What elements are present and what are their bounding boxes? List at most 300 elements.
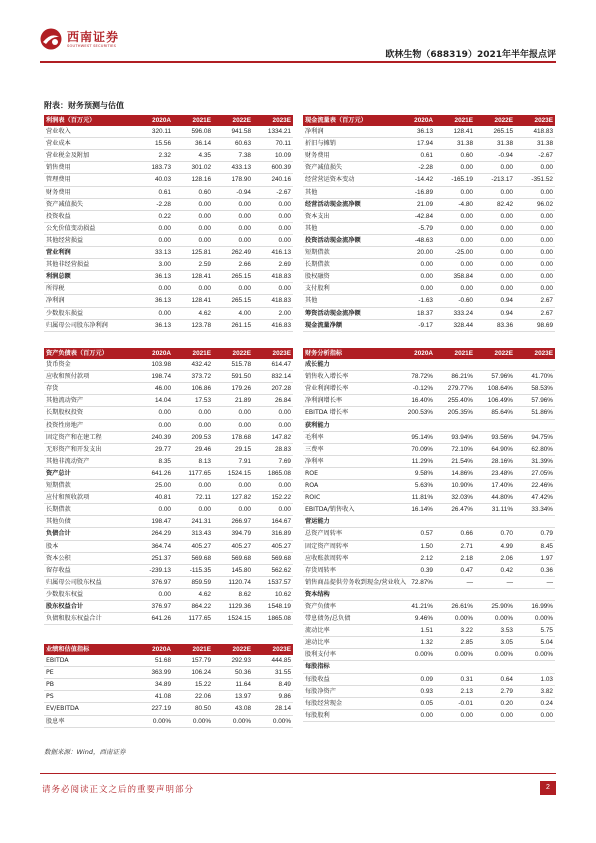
row-value: 21.09 <box>395 198 435 210</box>
table-row <box>44 126 293 138</box>
row-value: -4.80 <box>435 198 475 210</box>
row-value: 25.00 <box>133 480 173 492</box>
row-value: 31.55 <box>253 667 293 679</box>
row-value: 0.00 <box>515 709 555 721</box>
table-row <box>44 307 293 319</box>
balance-sheet-table <box>44 348 293 625</box>
row-value: 31.38 <box>515 138 555 150</box>
row-label: 筹资活动现金流净额 <box>303 307 395 319</box>
row-label: 流动比率 <box>303 625 395 637</box>
table-row <box>44 419 293 431</box>
row-value: 2.69 <box>253 259 293 271</box>
row-value: 0.39 <box>395 564 435 576</box>
row-value: -239.13 <box>133 564 173 576</box>
row-value: 0.00 <box>253 504 293 516</box>
row-label: 其他非经营损益 <box>44 259 133 271</box>
row-value <box>395 359 435 371</box>
row-value: 3.22 <box>435 625 475 637</box>
row-value: 31.38 <box>435 138 475 150</box>
brand-logo <box>40 28 119 50</box>
row-value: 128.41 <box>173 271 213 283</box>
row-label: 资产减值损失 <box>44 198 133 210</box>
row-value: 26.84 <box>253 395 293 407</box>
table-row <box>303 247 555 259</box>
table-row <box>303 307 555 319</box>
row-value: 241.31 <box>173 516 213 528</box>
row-value: 10.90% <box>435 480 475 492</box>
row-value: 5.04 <box>515 637 555 649</box>
row-value: 106.86 <box>173 383 213 395</box>
row-value: 0.00 <box>435 234 475 246</box>
row-value: 209.53 <box>173 431 213 443</box>
row-value: 9.58% <box>395 467 435 479</box>
row-value <box>435 359 475 371</box>
row-value: 0.64 <box>475 673 515 685</box>
row-value: 2.85 <box>435 637 475 649</box>
table-row <box>44 564 293 576</box>
row-value: 0.00 <box>133 588 173 600</box>
row-value: 1537.57 <box>253 576 293 588</box>
row-value: 405.27 <box>213 540 253 552</box>
row-label: 投资性房地产 <box>44 419 133 431</box>
table-row <box>303 295 555 307</box>
table-row <box>303 126 555 138</box>
row-value: 164.67 <box>253 516 293 528</box>
row-value: 1524.15 <box>213 467 253 479</box>
row-label: 每股股利 <box>303 709 395 721</box>
row-value: 2.12 <box>395 552 435 564</box>
row-label: 长期借款 <box>44 504 133 516</box>
table-row <box>303 600 555 612</box>
row-value: -2.67 <box>515 150 555 162</box>
row-label: 成长能力 <box>303 359 395 371</box>
table-row <box>44 600 293 612</box>
row-value: 31.11% <box>475 504 515 516</box>
row-value: -0.94 <box>475 150 515 162</box>
row-label: 其他 <box>303 186 395 198</box>
table-row <box>44 198 293 210</box>
row-value: 2.06 <box>475 552 515 564</box>
row-value: 16.14% <box>395 504 435 516</box>
row-value: 4.35 <box>173 150 213 162</box>
logo-name-en: SOUTHWEST SECURITIES <box>67 43 117 48</box>
table-row <box>44 516 293 528</box>
row-value <box>395 516 435 528</box>
table-row <box>44 174 293 186</box>
row-value: 416.83 <box>253 319 293 331</box>
row-value: 0.00 <box>475 283 515 295</box>
row-value: 0.00 <box>253 419 293 431</box>
table-row <box>303 455 555 467</box>
row-label: 无形资产和开发支出 <box>44 443 133 455</box>
row-label: 少数股东损益 <box>44 307 133 319</box>
row-value: 27.05% <box>515 467 555 479</box>
table-row <box>44 431 293 443</box>
row-value <box>475 661 515 673</box>
row-value: 600.39 <box>253 162 293 174</box>
row-value: 80.50 <box>173 703 213 715</box>
row-value: 2.66 <box>213 259 253 271</box>
row-value: 0.00 <box>435 210 475 222</box>
table-row <box>44 655 293 667</box>
row-value: 0.09 <box>395 673 435 685</box>
year-header: 2020A <box>133 644 173 655</box>
row-value: 2.13 <box>435 685 475 697</box>
row-value: 29.15 <box>213 443 253 455</box>
row-value: 0.00 <box>213 222 253 234</box>
row-value: 4.62 <box>173 588 213 600</box>
table-row <box>303 419 555 431</box>
row-value: 23.48% <box>475 467 515 479</box>
row-value: 376.97 <box>133 576 173 588</box>
row-value: 9.46% <box>395 613 435 625</box>
row-value: 641.26 <box>133 613 173 625</box>
row-value: -5.79 <box>395 222 435 234</box>
row-value: 591.50 <box>213 371 253 383</box>
row-value: 0.00 <box>213 407 253 419</box>
row-value: 70.11 <box>253 138 293 150</box>
table-row <box>44 283 293 295</box>
row-value: 0.00 <box>395 259 435 271</box>
row-value: 183.73 <box>133 162 173 174</box>
table-row <box>44 234 293 246</box>
row-label: 股利支付率 <box>303 649 395 661</box>
row-value: 1177.65 <box>173 613 213 625</box>
row-label: ROA <box>303 480 395 492</box>
row-label: 经营营运资本变动 <box>303 174 395 186</box>
year-header: 2022E <box>475 348 515 359</box>
row-value: 178.68 <box>213 431 253 443</box>
row-label: 毛利率 <box>303 431 395 443</box>
row-value: 72.87% <box>395 576 435 588</box>
row-value <box>395 661 435 673</box>
table-row <box>44 247 293 259</box>
table-title: 资产负债表（百万元） <box>44 348 133 359</box>
row-value: 0.00 <box>213 210 253 222</box>
row-label: 营业成本 <box>44 138 133 150</box>
row-value: 265.15 <box>213 295 253 307</box>
row-label: 销售收入增长率 <box>303 371 395 383</box>
row-label: 带息债务/总负债 <box>303 613 395 625</box>
row-value <box>475 516 515 528</box>
row-value: 0.00% <box>435 649 475 661</box>
row-value: 33.34% <box>515 504 555 516</box>
row-value: 43.08 <box>213 703 253 715</box>
row-value: 0.47 <box>435 564 475 576</box>
row-value: 0.00 <box>395 271 435 283</box>
row-value: 62.80% <box>515 443 555 455</box>
row-value: 51.68 <box>133 655 173 667</box>
row-value: 82.42 <box>475 198 515 210</box>
table-header-row <box>44 644 293 655</box>
row-value: 0.00 <box>213 419 253 431</box>
row-label: 财务费用 <box>44 186 133 198</box>
row-value: 4.99 <box>475 540 515 552</box>
row-value: 240.16 <box>253 174 293 186</box>
row-value: 26.47% <box>435 504 475 516</box>
table-header-row <box>44 115 293 126</box>
header-divider <box>40 61 556 63</box>
row-value: 1120.74 <box>213 576 253 588</box>
row-value: 0.36 <box>515 564 555 576</box>
row-value: 0.00% <box>435 613 475 625</box>
year-header: 2022E <box>475 115 515 126</box>
row-value: 333.24 <box>435 307 475 319</box>
year-header: 2020A <box>395 115 435 126</box>
row-value: 0.00 <box>253 480 293 492</box>
logo-text <box>67 31 119 48</box>
row-value: 0.00 <box>173 234 213 246</box>
row-label: 其他流动资产 <box>44 395 133 407</box>
row-value: 0.70 <box>475 528 515 540</box>
row-value: 418.83 <box>253 295 293 307</box>
row-value: 33.13 <box>133 247 173 259</box>
row-value: 0.00 <box>253 283 293 295</box>
row-label: 存货周转率 <box>303 564 395 576</box>
row-value: 5.63% <box>395 480 435 492</box>
table-header-row <box>44 348 293 359</box>
row-value <box>475 359 515 371</box>
row-value: 1.51 <box>395 625 435 637</box>
row-value: 0.00 <box>173 419 213 431</box>
footer-disclaimer: 请务必阅读正文之后的重要声明部分 <box>42 785 195 795</box>
row-value: 416.13 <box>253 247 293 259</box>
row-value: 13.97 <box>213 691 253 703</box>
row-label: 股息率 <box>44 715 133 727</box>
row-value: 83.36 <box>475 319 515 331</box>
table-row <box>44 528 293 540</box>
year-header: 2021E <box>435 115 475 126</box>
row-value: 227.19 <box>133 703 173 715</box>
row-value <box>515 359 555 371</box>
row-value: -165.19 <box>435 174 475 186</box>
row-value: 515.78 <box>213 359 253 371</box>
table-row <box>44 138 293 150</box>
row-value: 1177.65 <box>173 467 213 479</box>
row-label: 销售商品提供劳务收到现金/营业收入 <box>303 576 395 588</box>
row-value: -25.00 <box>435 247 475 259</box>
row-value: 2.59 <box>173 259 213 271</box>
row-value: 21.89 <box>213 395 253 407</box>
report-title: 欧林生物（688319）2021年半年报点评 <box>385 50 556 60</box>
row-value: 265.15 <box>475 126 515 138</box>
table-row <box>44 455 293 467</box>
row-value <box>395 419 435 431</box>
row-value: 0.00 <box>475 247 515 259</box>
row-value: 16.99% <box>515 600 555 612</box>
row-value: 17.53 <box>173 395 213 407</box>
row-value: 0.00 <box>515 210 555 222</box>
row-label: 固定资产周转率 <box>303 540 395 552</box>
row-value: 0.00 <box>515 162 555 174</box>
row-value: 58.53% <box>515 383 555 395</box>
year-header: 2020A <box>395 348 435 359</box>
row-label: 投资活动现金流净额 <box>303 234 395 246</box>
row-value: 0.00 <box>475 259 515 271</box>
row-value: 145.80 <box>213 564 253 576</box>
row-value: 0.94 <box>475 307 515 319</box>
row-value <box>435 588 475 600</box>
row-value: -2.28 <box>395 162 435 174</box>
row-label: 资本支出 <box>303 210 395 222</box>
row-label: 三费率 <box>303 443 395 455</box>
row-label: 资产负债率 <box>303 600 395 612</box>
row-value: 0.00 <box>475 709 515 721</box>
row-value: 0.00 <box>515 247 555 259</box>
row-value: 641.26 <box>133 467 173 479</box>
row-value: 8.45 <box>515 540 555 552</box>
row-label: 资产减值损失 <box>303 162 395 174</box>
row-label: 货币资金 <box>44 359 133 371</box>
year-header: 2020A <box>133 115 173 126</box>
row-value: 36.13 <box>395 126 435 138</box>
row-value: 0.00% <box>515 613 555 625</box>
swsc-logo-icon <box>40 28 62 50</box>
row-value <box>435 661 475 673</box>
table-row <box>303 407 555 419</box>
row-value: 266.97 <box>213 516 253 528</box>
table-row <box>303 319 555 331</box>
row-value: 394.79 <box>213 528 253 540</box>
row-value: 20.00 <box>395 247 435 259</box>
row-label: 财务费用 <box>303 150 395 162</box>
row-value: 0.00 <box>435 162 475 174</box>
row-value: 1524.15 <box>213 613 253 625</box>
table-row <box>303 174 555 186</box>
row-value: 0.31 <box>435 673 475 685</box>
row-value: 36.13 <box>133 295 173 307</box>
row-value: -42.84 <box>395 210 435 222</box>
row-value: 0.00 <box>515 283 555 295</box>
row-value: 70.09% <box>395 443 435 455</box>
row-value: 31.38 <box>475 138 515 150</box>
row-value: 57.96% <box>475 371 515 383</box>
row-value: 0.00 <box>395 709 435 721</box>
row-value: 0.00 <box>133 307 173 319</box>
row-value: 433.13 <box>213 162 253 174</box>
row-value: 0.00 <box>213 198 253 210</box>
row-value: 36.13 <box>133 271 173 283</box>
row-value: 28.83 <box>253 443 293 455</box>
year-header: 2023E <box>515 115 555 126</box>
row-value: 0.00 <box>133 407 173 419</box>
table-row <box>303 613 555 625</box>
row-label: 营业收入 <box>44 126 133 138</box>
row-value: 859.59 <box>173 576 213 588</box>
row-value: 1865.08 <box>253 613 293 625</box>
row-value: 31.39% <box>515 455 555 467</box>
table-row <box>303 552 555 564</box>
year-header: 2023E <box>253 115 293 126</box>
row-value: 0.00 <box>173 480 213 492</box>
table-row <box>303 516 555 528</box>
row-label: 投资收益 <box>44 210 133 222</box>
row-value: 44.80% <box>475 492 515 504</box>
year-header: 2021E <box>173 644 213 655</box>
row-label: PE <box>44 667 133 679</box>
table-title: 财务分析指标 <box>303 348 395 359</box>
row-label: 应收和预付款项 <box>44 371 133 383</box>
row-value: 1129.36 <box>213 600 253 612</box>
row-value: 108.64% <box>475 383 515 395</box>
table-row <box>44 443 293 455</box>
row-label: ROIC <box>303 492 395 504</box>
year-header: 2021E <box>173 115 213 126</box>
row-value: 0.00 <box>515 259 555 271</box>
row-value: 0.00 <box>475 186 515 198</box>
row-label: 速动比率 <box>303 637 395 649</box>
row-label: 资产总计 <box>44 467 133 479</box>
row-value: 40.03 <box>133 174 173 186</box>
table-row <box>303 162 555 174</box>
data-source-note: 数据来源：Wind，西南证券 <box>44 748 126 756</box>
table-row <box>44 588 293 600</box>
row-label: EV/EBITDA <box>44 703 133 715</box>
row-value: 26.61% <box>435 600 475 612</box>
row-value: 205.35% <box>435 407 475 419</box>
table-row <box>303 210 555 222</box>
row-value: 0.24 <box>515 697 555 709</box>
row-value: 0.00% <box>395 649 435 661</box>
row-value <box>515 516 555 528</box>
page-number: 2 <box>540 781 556 795</box>
year-header: 2022E <box>213 115 253 126</box>
row-value: 41.21% <box>395 600 435 612</box>
row-value: 0.00 <box>173 407 213 419</box>
year-header: 2021E <box>435 348 475 359</box>
row-value: 0.05 <box>395 697 435 709</box>
row-value: 4.00 <box>213 307 253 319</box>
table-row <box>44 552 293 564</box>
table-row <box>303 504 555 516</box>
table-row <box>44 383 293 395</box>
row-label: 其他非流动资产 <box>44 455 133 467</box>
row-value: 96.02 <box>515 198 555 210</box>
table-row <box>303 467 555 479</box>
page-header <box>0 0 596 70</box>
row-value: 320.11 <box>133 126 173 138</box>
table-row <box>303 492 555 504</box>
table-row <box>44 480 293 492</box>
row-value: 0.00 <box>515 234 555 246</box>
row-label: 应收账款周转率 <box>303 552 395 564</box>
row-value: -48.63 <box>395 234 435 246</box>
row-value: 200.53% <box>395 407 435 419</box>
row-value: 0.00 <box>173 222 213 234</box>
table-row <box>303 371 555 383</box>
table-row <box>303 685 555 697</box>
row-value: 0.00 <box>253 210 293 222</box>
table-row <box>303 186 555 198</box>
table-row <box>44 715 293 727</box>
row-value: -115.35 <box>173 564 213 576</box>
row-value: 328.44 <box>435 319 475 331</box>
row-label: 净利润 <box>44 295 133 307</box>
row-value: 8.49 <box>253 679 293 691</box>
table-row <box>303 480 555 492</box>
row-value: 0.00 <box>475 234 515 246</box>
row-value: 405.27 <box>173 540 213 552</box>
row-value: 1.50 <box>395 540 435 552</box>
table-row <box>303 697 555 709</box>
row-value: 51.86% <box>515 407 555 419</box>
row-value: 0.00 <box>435 283 475 295</box>
row-value: 1.32 <box>395 637 435 649</box>
table-row <box>44 703 293 715</box>
row-value: 418.83 <box>515 126 555 138</box>
row-value: 313.43 <box>173 528 213 540</box>
row-value: 8.62 <box>213 588 253 600</box>
